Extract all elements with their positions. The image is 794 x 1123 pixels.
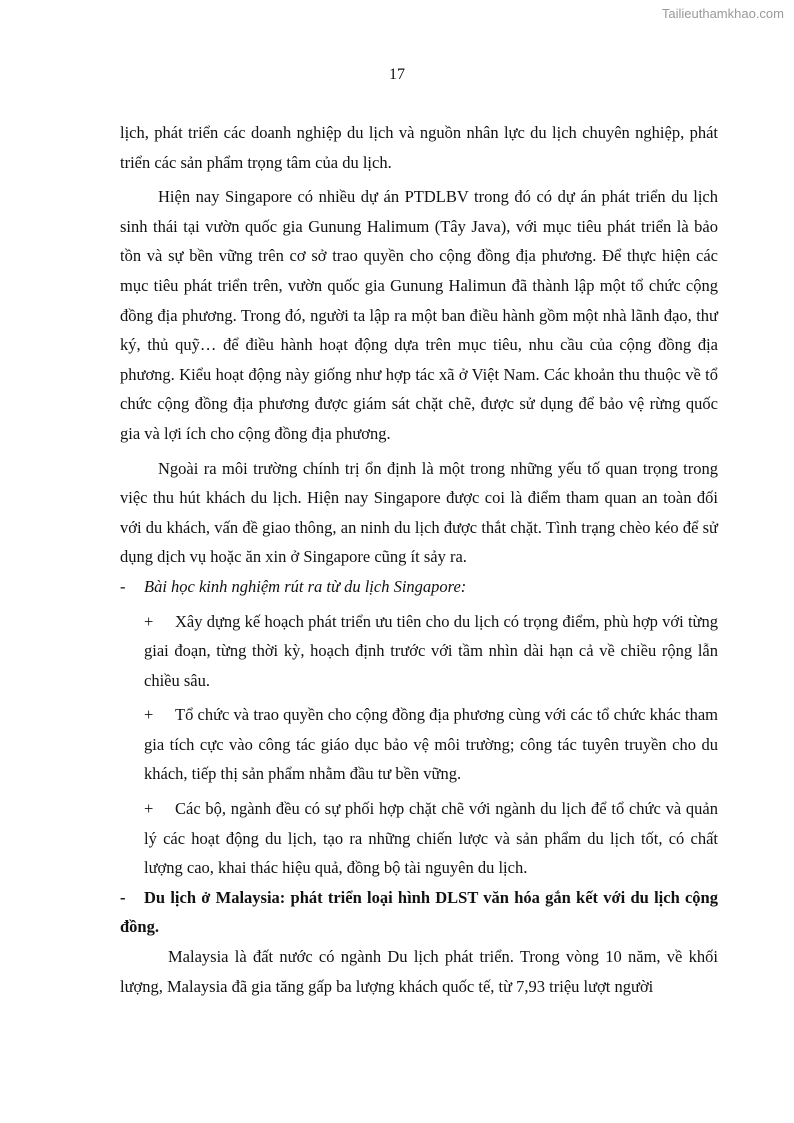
lesson-item (120, 700, 718, 789)
paragraph-singapore-projects: Hiện nay Singapore có nhiều dự án PTDLBV trong đó có dự án phát triển du lịch sinh thái tại vườn quốc gia Gunung Halimum (Tây Java), với mục tiêu phát triển là bảo tồn và sự bền vững trên cơ sở trao quyền cho cộng đồng địa phương. Để thực hiện các mục tiêu phát triển trên, vườn quốc gia Gunung Halimun đã thành lập một tổ chức cộng đồng địa phương. Trong đó, người ta lập ra một ban điều hành gồm một nhà lãnh đạo, thư ký, thủ quỹ… để điều hành hoạt động dựa trên mục tiêu, nhu cầu của cộng đồng địa phương. Kiểu hoạt động này giống như hợp tác xã ở Việt Nam. Các khoản thu thuộc về tổ chức cộng đồng địa phương được giám sát chặt chẽ, được sử dụng để bảo vệ rừng quốc gia và lợi ích cho cộng đồng địa phương. (120, 187, 718, 443)
lesson-item (120, 607, 718, 696)
paragraph-continuation: lịch, phát triển các doanh nghiệp du lịch và nguồn nhân lực du lịch chuyên nghiệp, phát triển các sản phẩm trọng tâm của du lịch. (120, 123, 718, 172)
plus-marker: + (144, 799, 154, 819)
lesson-item (120, 794, 718, 883)
dash-marker: - (120, 576, 126, 596)
lesson-item-text: Tổ chức và trao quyền cho cộng đồng địa phương cùng với các tổ chức khác tham gia tích cực vào công tác giáo dục bảo vệ môi trường; công tác tuyên truyền cho du khách, tiếp thị sản phẩm nhằm đầu tư bền vững. (144, 705, 718, 784)
malaysia-heading (120, 883, 718, 942)
document-body (120, 118, 718, 1001)
paragraph-political-environment: Ngoài ra môi trường chính trị ổn định là một trong những yếu tố quan trọng trong việc thu hút khách du lịch. Hiện nay Singapore được coi là điểm tham quan an toàn đối với du khách, vấn đề giao thông, an ninh du lịch được thắt chặt. Tình trạng chèo kéo để sử dụng dịch vụ hoặc ăn xin ở Singapore cũng ít sảy ra. (120, 458, 718, 567)
plus-marker: + (144, 705, 154, 725)
watermark: Tailieuthamkhao.com (661, 6, 784, 21)
malaysia-heading-text: Du lịch ở Malaysia: phát triển loại hình DLST văn hóa gắn kết với du lịch cộng đồng. (120, 887, 718, 937)
lesson-heading (120, 572, 718, 602)
lesson-item-text: Các bộ, ngành đều có sự phối hợp chặt chẽ với ngành du lịch để tổ chức và quản lý các hoạt động du lịch, tạo ra những chiến lược và sản phẩm du lịch tốt, có chất lượng cao, khai thác hiệu quả, đồng bộ tài nguyên du lịch. (144, 799, 718, 878)
dash-marker: - (120, 887, 126, 907)
page-number: 17 (389, 66, 405, 83)
lesson-item-text: Xây dựng kế hoạch phát triển ưu tiên cho du lịch có trọng điểm, phù hợp với từng giai đoạn, từng thời kỳ, hoạch định trước với tầm nhìn dài hạn cả về chiều rộng lẫn chiều sâu. (144, 611, 718, 690)
paragraph-malaysia: Malaysia là đất nước có ngành Du lịch phát triển. Trong vòng 10 năm, về khối lượng, Malaysia đã gia tăng gấp ba lượng khách quốc tế, từ 7,93 triệu lượt người (120, 947, 718, 996)
plus-marker: + (144, 611, 154, 631)
lesson-title: Bài học kinh nghiệm rút ra từ du lịch Singapore: (144, 576, 467, 596)
